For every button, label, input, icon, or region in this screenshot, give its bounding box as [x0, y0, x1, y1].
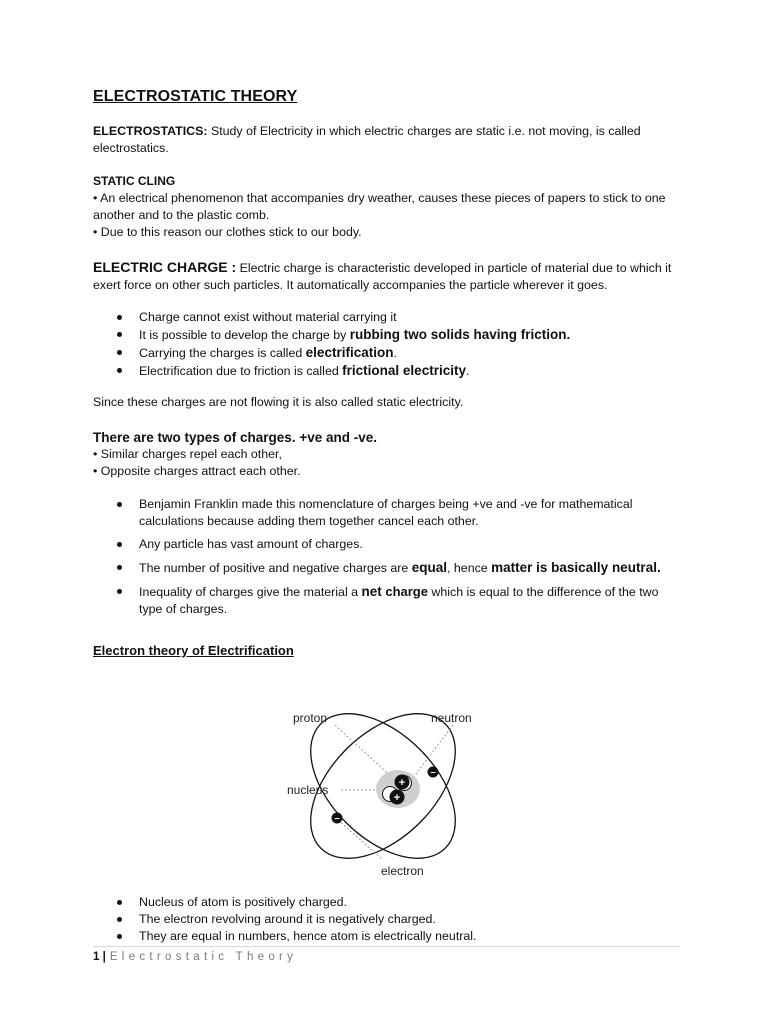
list-item: Benjamin Franklin made this nomenclature of charges being +ve and -ve for mathematical calculations because adding them together cancel each other.: [93, 496, 683, 530]
electrostatics-text: Study of Electricity in which electric charges are static i.e. not moving, is called electrostatics.: [93, 124, 641, 155]
list-item-text: Carrying the charges is called: [139, 346, 306, 360]
charge-types-heading: There are two types of charges. +ve and -ve.: [93, 430, 377, 445]
charge-bullet-list: [93, 309, 683, 380]
list-item-text: Electrification due to friction is called: [139, 364, 343, 378]
list-item-text: Charge cannot exist without material carrying it: [139, 310, 397, 324]
atom-diagram-svg: [283, 706, 483, 881]
page-number: 1 |: [93, 951, 106, 963]
list-item-text: , hence: [447, 561, 492, 575]
neutron-label: neutron: [431, 711, 472, 725]
list-item: [93, 583, 683, 618]
static-cling-line: • An electrical phenomenon that accompanies dry weather, causes these pieces of papers to stick to one another and to the plastic comb.: [93, 191, 666, 222]
list-item: [93, 326, 683, 344]
list-item: [93, 344, 683, 362]
list-item-text: .: [465, 364, 470, 378]
list-item-text: .: [393, 346, 397, 360]
franklin-bullet-list: [93, 496, 683, 618]
static-cling-line: • Due to this reason our clothes stick to our body.: [93, 225, 362, 239]
electron-theory-heading: Electron theory of Electrification: [93, 643, 294, 658]
electrostatics-term: ELECTROSTATICS:: [93, 124, 208, 138]
emphasis-text: matter is basically neutral.: [491, 560, 661, 575]
nucleus-label: nucleus: [287, 783, 329, 797]
list-item-text: It is possible to develop the charge by: [139, 328, 350, 342]
electric-charge-term: ELECTRIC CHARGE :: [93, 259, 237, 275]
emphasis-text: equal: [411, 560, 448, 575]
charge-types-line: • Opposite charges attract each other.: [93, 464, 301, 478]
emphasis-text: frictional electricity: [342, 363, 466, 378]
page-title: ELECTROSTATIC THEORY: [93, 88, 298, 105]
list-item-text: which is equal to the difference of the two type of charges.: [139, 585, 659, 616]
list-item: [93, 559, 683, 577]
atom-bullet-list: [93, 894, 683, 945]
electron-sign: −: [430, 767, 436, 778]
atom-diagram: [283, 706, 483, 881]
list-item: [93, 362, 683, 380]
list-item-text: Inequality of charges give the material a: [139, 585, 362, 599]
static-cling-heading: STATIC CLING: [93, 174, 176, 188]
proton-sign: +: [398, 777, 406, 789]
electric-charge-definition: [93, 259, 683, 294]
electric-charge-text: Electric charge is characteristic developed in particle of material due to which it exert force on other such particles. It automatically accompanies the particle wherever it goes.: [93, 261, 672, 292]
electrostatics-definition: [93, 123, 683, 157]
page-footer: [93, 946, 679, 966]
electron-sign: −: [334, 813, 340, 824]
static-electricity-note: Since these charges are not flowing it is also called static electricity.: [93, 395, 464, 409]
page-content: [93, 88, 683, 667]
electron-leader-line: [338, 820, 383, 860]
list-item: [93, 309, 683, 326]
emphasis-text: charge: [381, 584, 428, 599]
proton-sign: +: [393, 792, 401, 804]
electron-label: electron: [381, 864, 424, 878]
list-item-text: The number of positive and negative charges are: [139, 561, 412, 575]
emphasis-text: net: [361, 584, 382, 599]
emphasis-text: electrification: [305, 345, 394, 360]
emphasis-text: rubbing two solids having friction.: [349, 327, 571, 342]
static-cling-section: [93, 173, 683, 241]
list-item: Nucleus of atom is positively charged.: [93, 894, 683, 911]
footer-title: Electrostatic Theory: [109, 951, 298, 963]
list-item: Any particle has vast amount of charges.: [93, 536, 683, 553]
proton-label: proton: [293, 711, 328, 725]
list-item: The electron revolving around it is negatively charged.: [93, 911, 683, 928]
charge-types-line: • Similar charges repel each other,: [93, 447, 282, 461]
list-item: They are equal in numbers, hence atom is electrically neutral.: [93, 928, 683, 945]
